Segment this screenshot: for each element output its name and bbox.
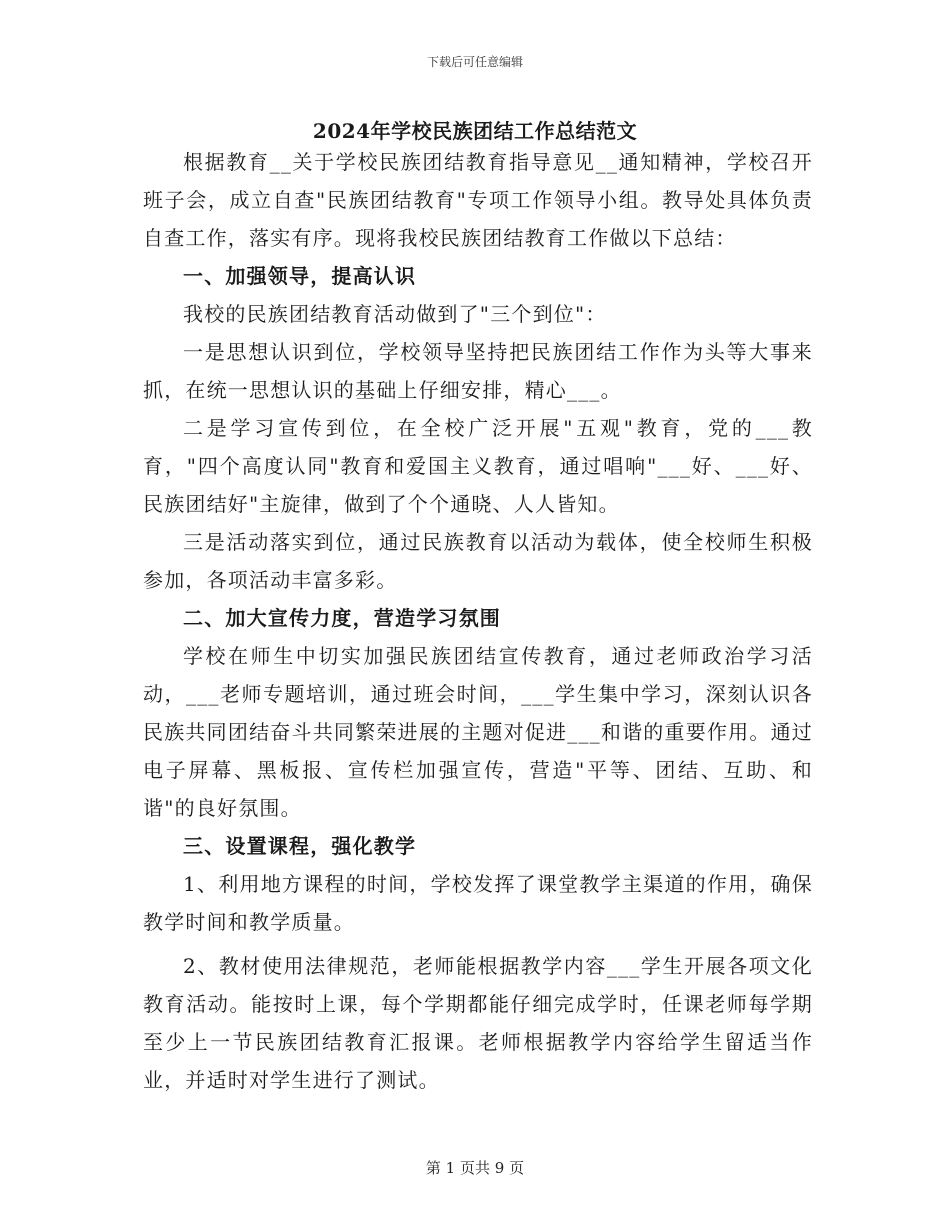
- document-body: [143, 143, 813, 1099]
- paragraph: 1、利用地方课程的时间，学校发挥了课堂教学主渠道的作用，确保教学时间和教学质量。: [143, 872, 813, 934]
- paragraph: 我校的民族团结教育活动做到了"三个到位"：: [183, 302, 607, 326]
- paragraph: 二是学习宣传到位，在全校广泛开展"五观"教育，党的___教育，"四个高度认同"教育和爱国主义教育，通过唱响"___好、___好、民族团结好"主旋律，做到了个个通晓、人人皆知。: [143, 416, 813, 516]
- paragraph: 学校在师生中切实加强民族团结宣传教育，通过老师政治学习活动，___老师专题培训，通过班会时间，___学生集中学习，深刻认识各民族共同团结奋斗共同繁荣进展的主题对促进___和谐的重要作用。通过电子屏幕、黑板报、宣传栏加强宣传，营造"平等、团结、互助、和谐"的良好氛围。: [143, 644, 813, 820]
- page-header: 下载后可任意编辑: [426, 55, 523, 69]
- paragraph: 三是活动落实到位，通过民族教育以活动为载体，使全校师生积极参加，各项活动丰富多彩。: [143, 530, 813, 592]
- section-heading-1: 一、加强领导，提高认识: [183, 264, 417, 288]
- paragraph: 2、教材使用法律规范，老师能根据教学内容___学生开展各项文化教育活动。能按时上课，每个学期都能仔细完成学时，任课老师每学期至少上一节民族团结教育汇报课。老师根据教学内容给学生留适当作业，并适时对学生进行了测试。: [143, 954, 813, 1092]
- intro-paragraph: 根据教育__关于学校民族团结教育指导意见__通知精神，学校召开班子会，成立自查"民族团结教育"专项工作领导小组。教导处具体负责自查工作，落实有序。现将我校民族团结教育工作做以下总结：: [143, 150, 813, 250]
- paragraph: 一是思想认识到位，学校领导坚持把民族团结工作作为头等大事来抓，在统一思想认识的基础上仔细安排，精心___。: [143, 340, 813, 402]
- document-title: 2024年学校民族团结工作总结范文: [312, 119, 638, 143]
- section-heading-2: 二、加大宣传力度，营造学习氛围: [183, 606, 501, 630]
- section-heading-3: 三、设置课程，强化教学: [183, 834, 417, 858]
- page-footer: 第 1 页共 9 页: [425, 1159, 525, 1177]
